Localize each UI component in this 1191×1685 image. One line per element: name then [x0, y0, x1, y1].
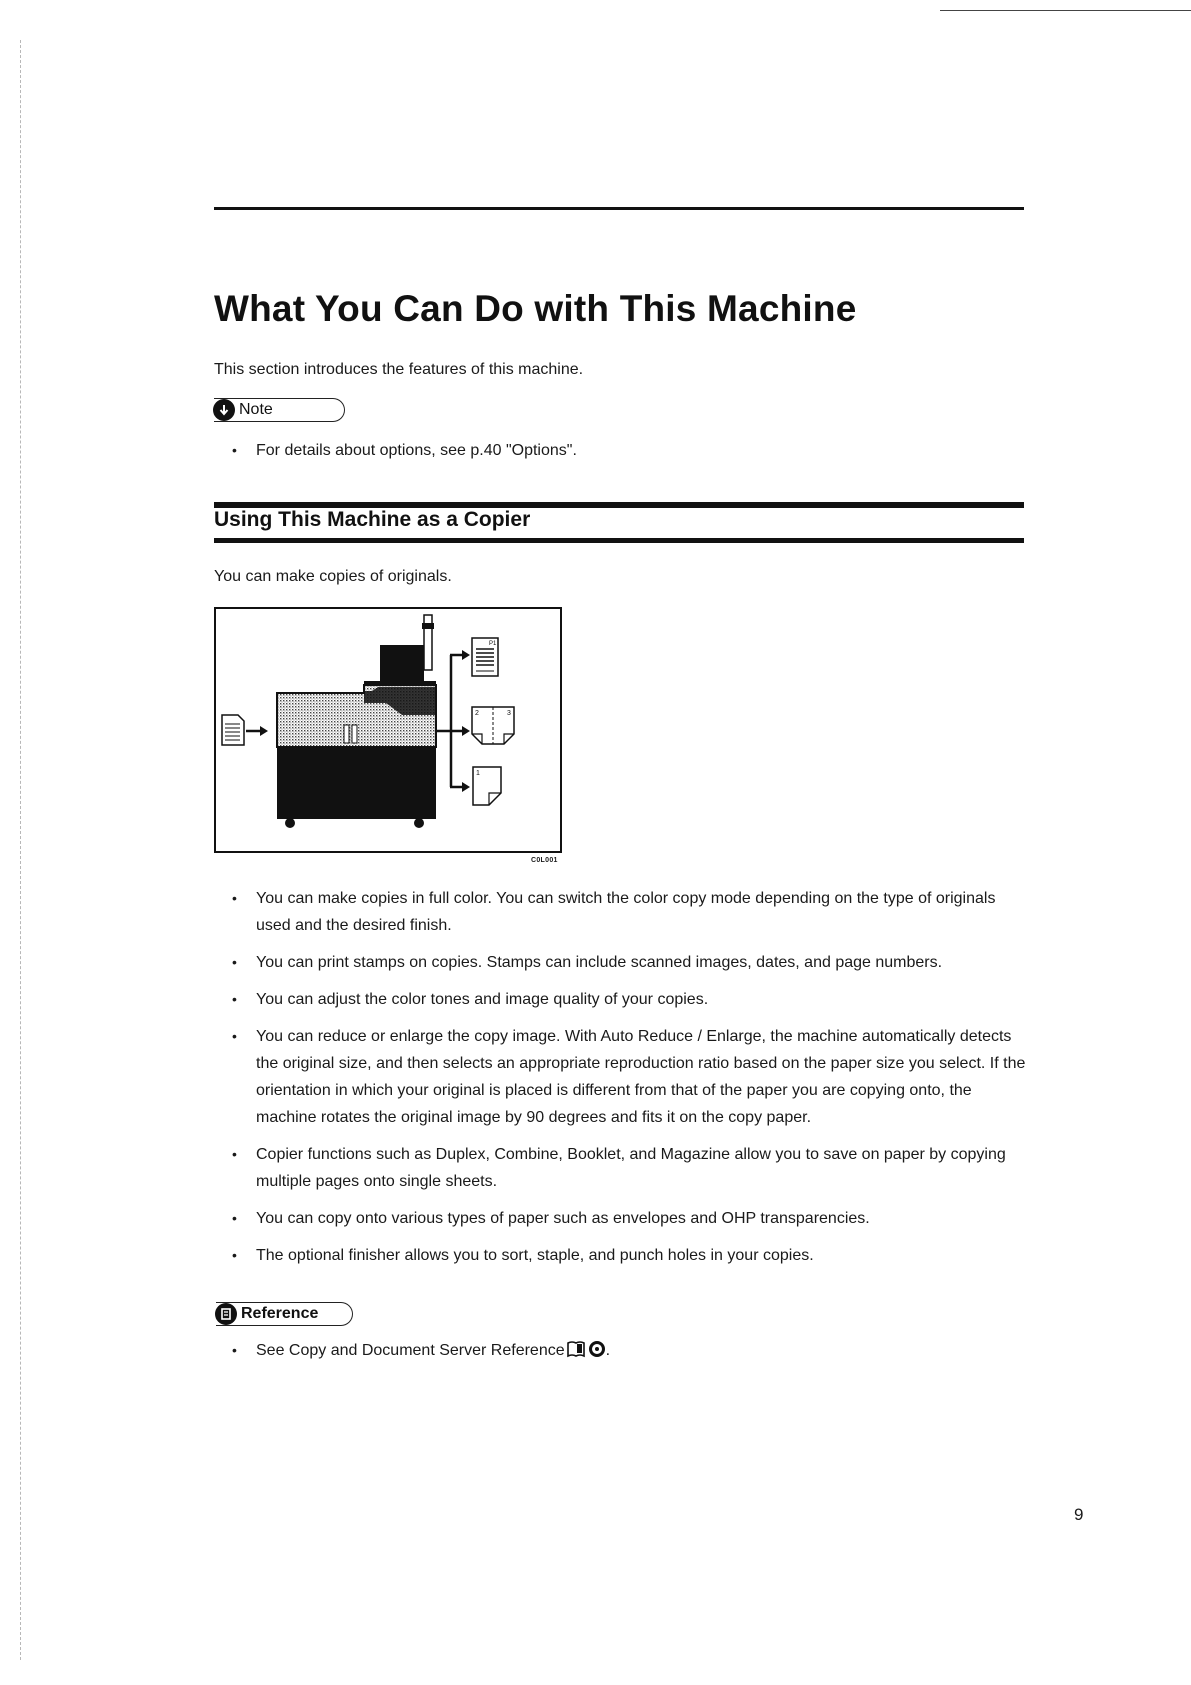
feature-item: • You can reduce or enlarge the copy image. With Auto Reduce / Enlarge, the machine automatically detects the original size, and then selects an appropriate reproduction ratio based on the paper size you select. If the orientation in which your original is placed is different from that of the paper you are copying onto, the machine rotates the original image by 90 degrees and fits it on the copy paper.	[232, 1023, 1032, 1131]
intro-text: This section introduces the features of this machine.	[214, 361, 584, 378]
finished-page-label: 1	[476, 770, 480, 777]
manual-book-icon	[566, 1340, 586, 1358]
feature-item: • Copier functions such as Duplex, Combine, Booklet, and Magazine allow you to save on paper by copying multiple pages onto single sheets.	[232, 1141, 1032, 1195]
reference-label: Reference	[241, 1305, 319, 1322]
section-rule-bottom	[214, 538, 1024, 543]
feature-item: • You can copy onto various types of paper such as envelopes and OHP transparencies.	[232, 1205, 1032, 1232]
reference-trailing: .	[605, 1342, 611, 1359]
cd-disc-icon	[588, 1340, 606, 1358]
page-title: What You Can Do with This Machine	[214, 288, 857, 329]
reference-text: See Copy and Document Server Reference	[256, 1342, 565, 1359]
duplex-page-left: 2	[475, 710, 479, 717]
feature-item: • You can make copies in full color. You can switch the color copy mode depending on the type of originals used and the desired finish.	[232, 885, 1032, 939]
feature-item: • You can print stamps on copies. Stamps can include scanned images, dates, and page numbers.	[232, 949, 1032, 976]
stamp-label: P1	[489, 641, 497, 647]
note-icon	[213, 399, 235, 421]
duplex-copy-icon	[472, 707, 514, 744]
note-list	[232, 437, 577, 474]
section-title: Using This Machine as a Copier	[214, 508, 531, 531]
note-heading	[214, 398, 345, 422]
reference-heading	[216, 1302, 353, 1326]
feature-item: • The optional finisher allows you to sort, staple, and punch holes in your copies.	[232, 1242, 1032, 1269]
original-document-icon	[222, 715, 244, 745]
reference-icon	[215, 1303, 237, 1325]
feature-list	[232, 885, 1032, 1279]
feature-item: • You can adjust the color tones and image quality of your copies.	[232, 986, 1032, 1013]
top-rule	[214, 207, 1024, 210]
note-label: Note	[239, 401, 273, 418]
stamped-copy-icon	[472, 638, 498, 676]
note-item: • For details about options, see p.40 "Options".	[232, 437, 577, 464]
reference-icons	[566, 1340, 606, 1358]
scan-edge-line	[940, 10, 1191, 11]
reference-list	[232, 1337, 610, 1374]
duplex-page-right: 3	[507, 710, 511, 717]
reference-item	[232, 1337, 610, 1364]
section-intro: You can make copies of originals.	[214, 568, 452, 585]
binding-edge-line	[20, 40, 21, 1660]
page-number: 9	[1074, 1505, 1084, 1524]
figure-code: C0L001	[531, 857, 558, 864]
copier-illustration	[214, 607, 562, 853]
